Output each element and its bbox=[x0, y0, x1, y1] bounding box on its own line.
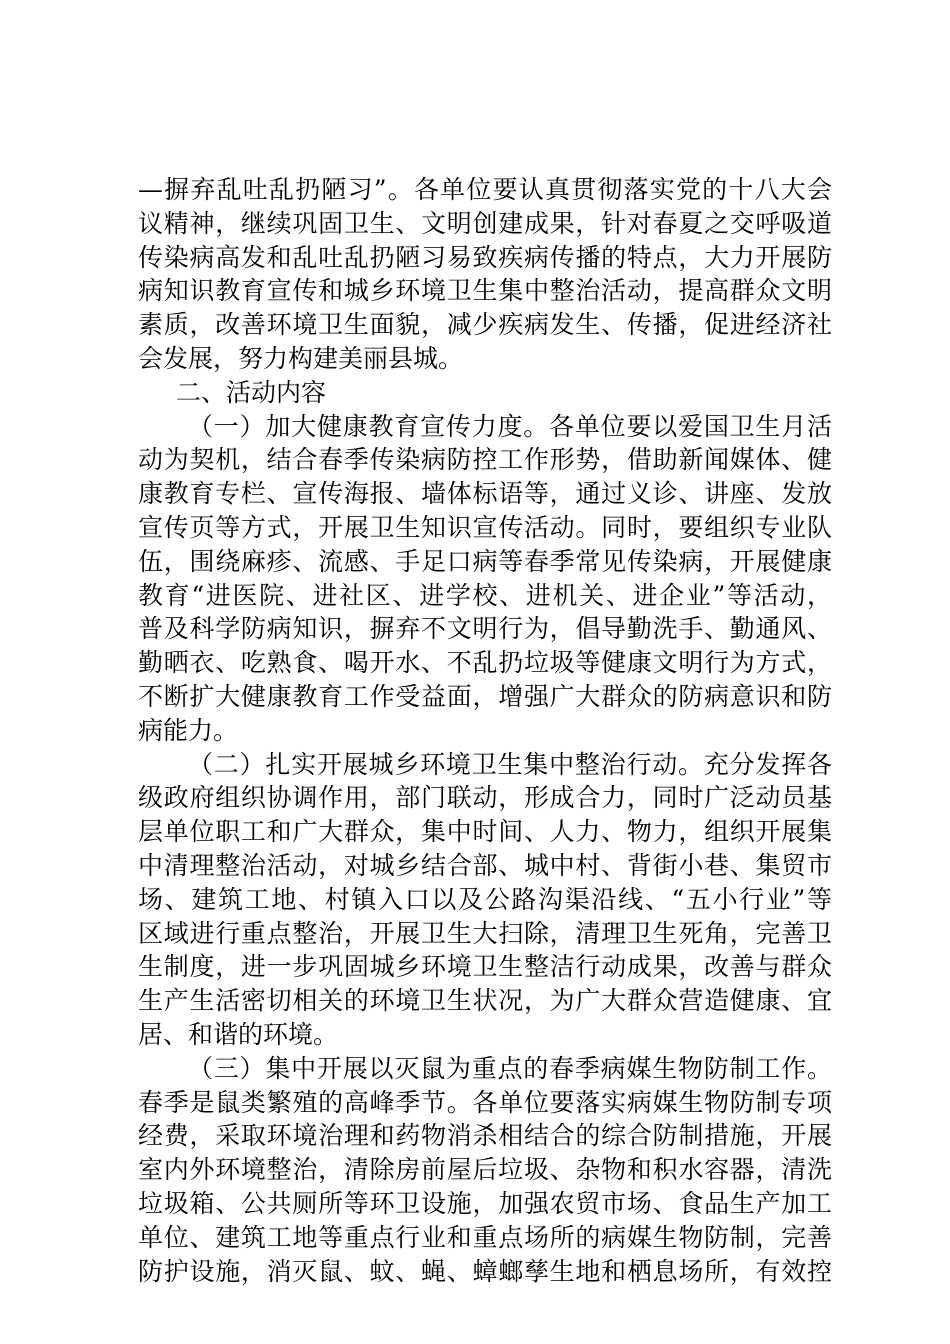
paragraph-line: 防护设施，消灭鼠、蚊、蝇、蟑螂孳生地和栖息场所，有效控 bbox=[138, 1256, 832, 1286]
paragraph-line: 教育“进医院、进社区、进学校、进机关、进企业”等活动， bbox=[138, 580, 832, 610]
paragraph-line: 单位、建筑工地等重点行业和重点场所的病媒生物防制，完善 bbox=[138, 1222, 832, 1252]
paragraph-line: 春季是鼠类繁殖的高峰季节。各单位要落实病媒生物防制专项 bbox=[138, 1087, 832, 1117]
paragraph-line: 生产生活密切相关的环境卫生状况，为广大群众营造健康、宜 bbox=[138, 986, 832, 1016]
paragraph-line: 生制度，进一步巩固城乡环境卫生整洁行动成果，改善与群众 bbox=[138, 952, 832, 982]
document-body bbox=[138, 173, 832, 1288]
paragraph-line: 区域进行重点整治，开展卫生大扫除，清理卫生死角，完善卫 bbox=[138, 918, 832, 948]
paragraph-line: （三）集中开展以灭鼠为重点的春季病媒生物防制工作。 bbox=[188, 1053, 832, 1083]
paragraph-line: 普及科学防病知识，摒弃不文明行为，倡导勤洗手、勤通风、 bbox=[138, 614, 832, 644]
paragraph-line: 不断扩大健康教育工作受益面，增强广大群众的防病意识和防 bbox=[138, 681, 832, 711]
paragraph-line: 经费，采取环境治理和药物消杀相结合的综合防制措施，开展 bbox=[138, 1121, 832, 1151]
paragraph-line: 中清理整治活动，对城乡结合部、城中村、背街小巷、集贸市 bbox=[138, 850, 832, 880]
paragraph-line: （二）扎实开展城乡环境卫生集中整治行动。充分发挥各 bbox=[188, 749, 832, 779]
paragraph-line: 层单位职工和广大群众，集中时间、人力、物力，组织开展集 bbox=[138, 817, 832, 847]
paragraph-line: 垃圾箱、公共厕所等环卫设施，加强农贸市场、食品生产加工 bbox=[138, 1188, 832, 1218]
paragraph-line: 议精神，继续巩固卫生、文明创建成果，针对春夏之交呼吸道 bbox=[138, 208, 832, 238]
paragraph-line: 病能力。 bbox=[138, 715, 239, 745]
paragraph-line: 宣传页等方式，开展卫生知识宣传活动。同时，要组织专业队 bbox=[138, 512, 832, 542]
paragraph-line: 康教育专栏、宣传海报、墙体标语等，通过义诊、讲座、发放 bbox=[138, 479, 832, 509]
section-heading: 二、活动内容 bbox=[176, 377, 327, 407]
paragraph-line: —摒弃乱吐乱扔陋习”。各单位要认真贯彻落实党的十八大会 bbox=[138, 175, 832, 204]
paragraph-line: 居、和谐的环境。 bbox=[138, 1019, 339, 1049]
paragraph-line: 传染病高发和乱吐乱扔陋习易致疾病传播的特点，大力开展防 bbox=[138, 242, 832, 272]
paragraph-line: 素质，改善环境卫生面貌，减少疾病发生、传播，促进经济社 bbox=[138, 310, 832, 340]
paragraph-line: 室内外环境整治，清除房前屋后垃圾、杂物和积水容器，清洗 bbox=[138, 1155, 832, 1185]
paragraph-line: 勤晒衣、吃熟食、喝开水、不乱扔垃圾等健康文明行为方式， bbox=[138, 648, 832, 678]
paragraph-line: 伍，围绕麻疹、流感、手足口病等春季常见传染病，开展健康 bbox=[138, 546, 832, 576]
paragraph-line: 动为契机，结合春季传染病防控工作形势，借助新闻媒体、健 bbox=[138, 445, 832, 475]
paragraph-line: 场、建筑工地、村镇入口以及公路沟渠沿线、“五小行业”等 bbox=[138, 884, 832, 914]
paragraph-line: （一）加大健康教育宣传力度。各单位要以爱国卫生月活 bbox=[188, 411, 832, 441]
paragraph-line: 会发展，努力构建美丽县城。 bbox=[138, 343, 464, 373]
paragraph-line: 级政府组织协调作用，部门联动，形成合力，同时广泛动员基 bbox=[138, 783, 832, 813]
paragraph-line: 病知识教育宣传和城乡环境卫生集中整治活动，提高群众文明 bbox=[138, 276, 832, 306]
